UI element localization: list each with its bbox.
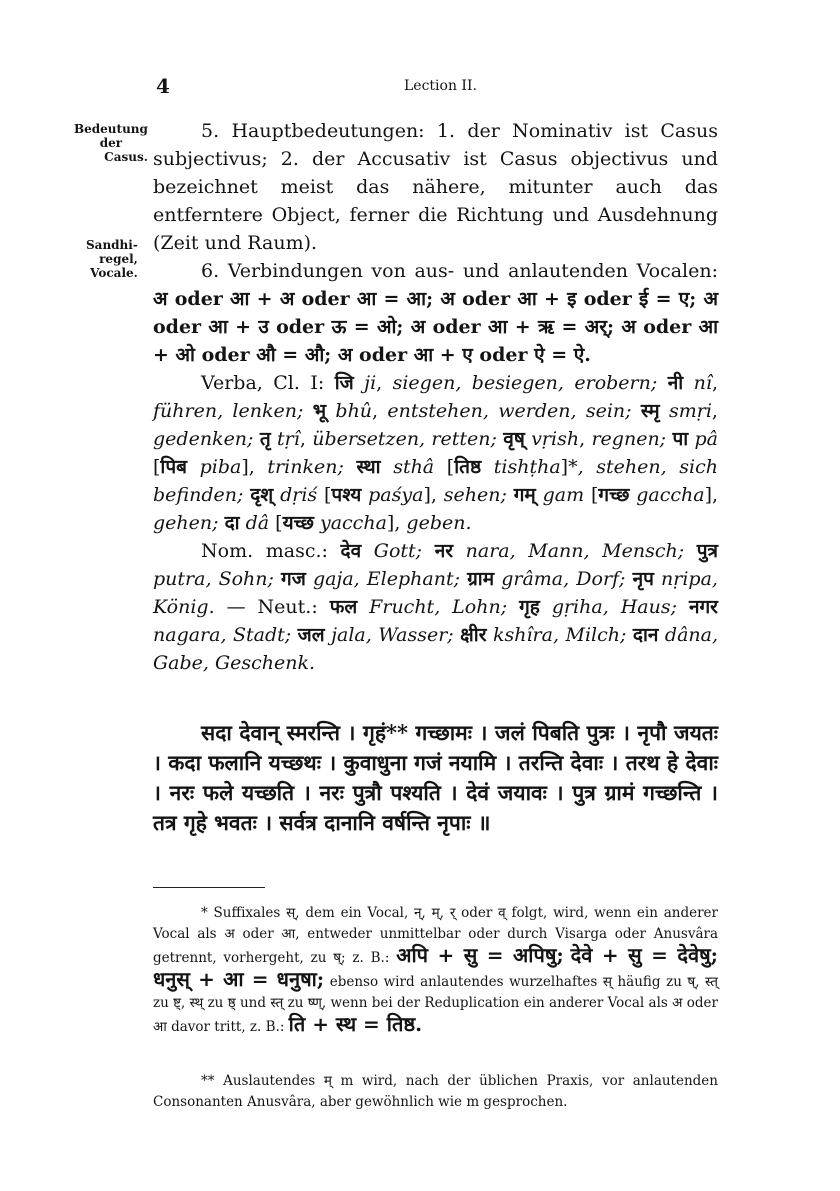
noun-gloss: nṛipa, König. <box>153 568 718 618</box>
verb-translit: ji <box>364 372 377 394</box>
sandhi-rules: अ oder आ + अ oder आ = आ; अ oder आ + इ oder ई = ए; अ oder आ + उ oder ऊ = ओ; अ oder आ + ऋ = अर्; अ oder आ + ओ oder औ = औ; अ oder आ + ए oder ऐ = ऐ. <box>153 288 718 366</box>
noun-sanskrit: नृप <box>632 568 654 590</box>
sidenote-line: Sandhi- <box>86 238 138 252</box>
verb-stem-translit: piba <box>199 456 242 478</box>
verb-sanskrit: गम् <box>513 484 536 506</box>
paragraph-5: 5. Hauptbedeutungen: 1. der Nominativ ist Casus subjectivus; 2. der Accusativ ist Casus objectivus und bezeichnet meist das nähere, mitunter auch das entferntere Object, ferner die Richtung und Ausdehnung (Zeit und Raum). <box>153 120 718 254</box>
footnote-1-part1: * Suffixales स्, dem ein Vocal, न्, म्, र् oder व् folgt, wird, wenn ein anderer Vocal als अ oder आ, entweder unmittelbar oder durch Visarga oder Anusvâra getrennt, vorhergeht, zu ष्; z. B.: <box>153 905 718 966</box>
noun-gloss: gaja, Elephant; <box>312 568 460 590</box>
verb-sanskrit: जि <box>334 372 354 394</box>
sidenote-line: der <box>99 136 123 150</box>
noun-gloss: gṛiha, Haus; <box>551 596 677 618</box>
footnote-1 <box>153 903 718 1038</box>
noun-sanskrit: दान <box>632 624 659 646</box>
verb-meaning: geben. <box>406 512 472 534</box>
page-number: 4 <box>156 74 170 98</box>
verba-paragraph: Verba, Cl. I: जि ji, siegen, besiegen, erobern; नी nî, führen, lenken; भू bhû, entstehen, werden, sein; स्मृ smṛi, gedenken; तृ tṛî, übersetzen, retten; वृष् vṛish, regnen; पा pâ [पिब piba], trinken; स्था sthâ [तिष्ठ tishṭha]*, stehen, sich befinden; दृश् dṛiś [पश्य paśya], sehen; गम् gam [गच्छ gaccha], gehen; दा dâ [यच्छ yaccha], geben. <box>153 372 719 534</box>
noun-gloss: jala, Wasser; <box>331 624 454 646</box>
verb-sanskrit: नी <box>667 372 684 394</box>
verb-translit: sthâ <box>393 456 435 478</box>
nouns-neut-intro: — Neut.: <box>226 596 318 618</box>
verb-sanskrit: वृष् <box>503 428 525 450</box>
verb-stem-sanskrit: गच्छ <box>598 484 630 506</box>
noun-sanskrit: पुत्र <box>696 540 718 562</box>
verba-intro: Verba, Cl. I: <box>201 372 325 394</box>
noun-gloss: grâma, Dorf; <box>501 568 626 590</box>
verb-meaning: entstehen, werden, sein; <box>387 400 632 422</box>
verb-translit: smṛi <box>668 400 712 422</box>
verb-sanskrit: पा <box>672 428 689 450</box>
verb-meaning: übersetzen, retten; <box>312 428 497 450</box>
noun-gloss: nara, Mann, Mensch; <box>465 540 685 562</box>
footnote-2-text: ** Auslautendes म् m wird, nach der üblichen Praxis, vor anlautenden Consonanten Anusvâra, aber gewöhnlich wie m gesprochen. <box>153 1073 718 1110</box>
verb-sanskrit: भू <box>312 400 327 422</box>
verb-translit: vṛish <box>531 428 580 450</box>
verb-stem-translit: gaccha <box>636 484 705 506</box>
verb-stem-sanskrit: पिब <box>160 456 187 478</box>
noun-sanskrit: नगर <box>688 596 718 618</box>
verb-sanskrit: दृश् <box>250 484 274 506</box>
verb-translit: pâ <box>694 428 719 450</box>
verb-translit: gam <box>542 484 585 506</box>
verb-sanskrit: स्मृ <box>640 400 660 422</box>
sidenote-casus <box>74 122 148 164</box>
exercise-block <box>153 718 718 838</box>
footnote-1-example2: देवे + सु = देवेषु; धनुस् + आ = धनुषा; <box>153 943 719 991</box>
verb-meaning: regnen; <box>591 428 667 450</box>
noun-gloss: dâna, Gabe, Geschenk. <box>153 624 719 674</box>
verb-sanskrit: दा <box>224 512 240 534</box>
verb-translit: dṛiś <box>280 484 318 506</box>
verb-translit: dâ <box>245 512 270 534</box>
verb-stem-sanskrit: यच्छ <box>282 512 314 534</box>
verb-stem-translit: paśya <box>368 484 424 506</box>
verb-translit: tṛî <box>277 428 300 450</box>
verb-stem-translit: tishṭha <box>493 456 561 478</box>
verb-meaning: führen, lenken; <box>153 400 304 422</box>
sidenote-line: Bedeutung <box>74 122 148 136</box>
running-title: Lection II. <box>404 78 477 94</box>
verb-sanskrit: तृ <box>259 428 271 450</box>
noun-sanskrit: गृह <box>519 596 540 618</box>
verb-meaning: trinken; <box>267 456 344 478</box>
nouns-paragraph <box>153 537 718 677</box>
footnote-1-example3: ति + स्थ = तिष्ठ. <box>288 1012 423 1036</box>
noun-gloss: nagara, Stadt; <box>153 624 292 646</box>
noun-sanskrit: नर <box>434 540 454 562</box>
verb-stem-translit: yaccha <box>319 512 387 534</box>
sidenote-sandhi <box>86 238 138 280</box>
nouns-masc-intro: Nom. masc.: <box>201 540 328 562</box>
noun-gloss: Gott; <box>373 540 423 562</box>
noun-gloss: Frucht, Lohn; <box>369 596 508 618</box>
paragraph-6-head: 6. Verbindungen von aus- und anlautenden Vocalen: <box>201 260 718 282</box>
noun-sanskrit: ग्राम <box>467 568 495 590</box>
verb-sanskrit: स्था <box>356 456 381 478</box>
footnote-1-text <box>153 903 718 1038</box>
verb-meaning: sehen; <box>443 484 507 506</box>
footnote-1-example1: अपि + सु = अपिषु; <box>396 943 564 967</box>
exercise-sentences: सदा देवान् स्मरन्ति । गृहं** गच्छामः । जलं पिबति पुत्रः । नृपौ जयतः । कदा फलानि यच्छथः । कुवाधुना गजं नयामि । तरन्ति देवाः । तरथ हे देवाः । नरः फले यच्छति । नरः पुत्रौ पश्यति । देवं जयावः । पुत्र ग्रामं गच्छन्ति । तत्र गृहे भवतः । सर्वत्र दानानि वर्षन्ति नृपाः ॥ <box>153 720 718 835</box>
verb-meaning: siegen, besiegen, erobern; <box>392 372 658 394</box>
sidenote-line: Casus. <box>104 150 148 164</box>
verb-meaning: *, stehen, sich befinden; <box>153 456 718 506</box>
noun-sanskrit: जल <box>297 624 325 646</box>
noun-sanskrit: क्षीर <box>460 624 487 646</box>
noun-gloss: kshîra, Milch; <box>492 624 627 646</box>
noun-sanskrit: देव <box>340 540 362 562</box>
sidenote-line: Vocale. <box>90 266 138 280</box>
verb-translit: nî <box>693 372 712 394</box>
paragraph-6 <box>153 257 718 369</box>
verb-meaning: gehen; <box>153 512 219 534</box>
verb-stem-sanskrit: पश्य <box>331 484 362 506</box>
noun-gloss: putra, Sohn; <box>153 568 274 590</box>
main-text <box>153 117 718 677</box>
footnote-2 <box>153 1071 718 1113</box>
verb-stem-sanskrit: तिष्ठ <box>454 456 482 478</box>
noun-sanskrit: गज <box>281 568 306 590</box>
verb-translit: bhû <box>335 400 373 422</box>
noun-sanskrit: फल <box>329 596 358 618</box>
verb-meaning: gedenken; <box>153 428 254 450</box>
sidenote-line: regel, <box>99 252 138 266</box>
footnote-1-part2: ebenso wird anlautendes wurzelhaftes स् häufig zu ष्, स्त् zu ष्ट्, स्थ् zu ष्ठ् und स्त् zu ष्ण्, wenn bei der Reduplication ein anderer Vocal als अ oder आ davor tritt, z. B.: <box>153 974 718 1035</box>
footnote-rule <box>153 887 265 888</box>
